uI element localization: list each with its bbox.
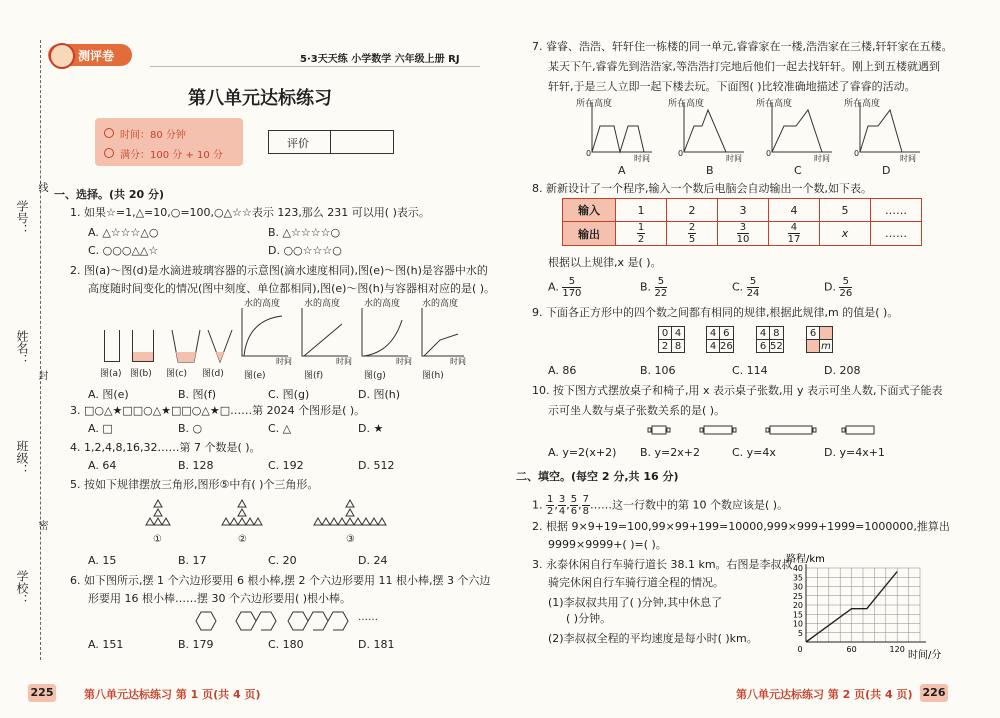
hexagon-ellipsis: …… <box>358 612 378 623</box>
triangle-patterns <box>130 496 410 538</box>
q8-option-c: C. $\frac{5}{24}$ <box>732 276 760 299</box>
q10-option-d: D. y=4x+1 <box>824 446 885 459</box>
q9-text: 9. 下面各正方形中的四个数之间都有相同的规律,根据此规律,m 的值是( )。 <box>532 306 899 319</box>
q5-option-a: A. 15 <box>88 554 117 567</box>
q10-option-a: A. y=2(x+2) <box>548 446 617 459</box>
class-label: 班级： <box>15 440 29 476</box>
q8-output-row <box>563 222 922 246</box>
q5-option-c: C. 20 <box>268 554 297 567</box>
chart-y-tick-labels <box>793 564 803 638</box>
q7-graph-c-xlabel: 时间 <box>814 154 830 163</box>
chart-y-tick-label: 20 <box>792 601 803 610</box>
graph-f-ylabel: 水的高度 <box>304 299 341 309</box>
q8-input-cell: 4 <box>769 199 820 222</box>
grid-cell: m <box>821 340 831 352</box>
q10-line2: 示可坐人数与桌子张数关系的是( )。 <box>548 404 726 417</box>
q7-label-b: B <box>706 164 714 177</box>
label-fig-b: 图(b) <box>130 369 152 379</box>
grid-cell <box>820 327 833 340</box>
graph-h-xlabel: 时间 <box>450 357 466 366</box>
q1-option-a: A. △☆☆☆△○ <box>88 226 159 239</box>
check-icon <box>104 148 114 158</box>
q7-graph-b-xlabel: 时间 <box>726 154 742 163</box>
chart-y-axis-label: 路程/km <box>786 554 825 565</box>
q8-input-row <box>563 199 922 222</box>
badge-label: 测评卷 <box>78 49 115 63</box>
q10-option-c: C. y=4x <box>732 446 776 459</box>
q5-text: 5. 按如下规律摆放三角形,图形⑤中有( )个三角形。 <box>70 478 319 491</box>
q3-option-c: C. △ <box>268 422 292 435</box>
q2-option-d: D. 图(h) <box>358 388 401 401</box>
chart-y-tick-label: 40 <box>792 564 803 573</box>
grid-cell: 6 <box>757 340 770 353</box>
q7-graph-c-ylabel: 所在高度 <box>756 99 793 109</box>
q8-input-cell: 3 <box>718 199 769 222</box>
cut-mark-feng: 封 <box>36 370 47 380</box>
label-fig-e: 图(e) <box>244 371 266 381</box>
q8-output-label: 输出 <box>563 222 616 246</box>
grid-cell: 6 <box>720 327 734 340</box>
q6-text-line1: 6. 如下图所示,摆 1 个六边形要用 6 根小棒,摆 2 个六边形要用 11 根小棒,摆 3 个六边 <box>70 574 491 587</box>
grid-cell: 52 <box>770 340 783 352</box>
q1-option-c: C. ○○○△△☆ <box>88 244 159 257</box>
clock-icon <box>104 128 114 138</box>
q7-label-a: A <box>618 164 626 177</box>
section-1-heading: 一、选择。(共 20 分) <box>54 188 165 201</box>
mascot-icon <box>49 43 75 69</box>
pattern-2-label: ② <box>238 534 247 545</box>
grid-cell: 4 <box>707 340 720 353</box>
left-footer: 第八单元达标练习 第 1 页(共 4 页) <box>84 688 261 701</box>
q4-option-c: C. 192 <box>268 459 304 472</box>
grid-cell: 2 <box>659 340 672 353</box>
grid-cell <box>807 340 820 353</box>
student-id-label: 学号： <box>15 200 29 236</box>
q8-input-cell: …… <box>871 199 922 222</box>
table-chair-figures <box>646 420 886 440</box>
q9-grid-3 <box>756 326 784 353</box>
q7-line1: 7. 睿睿、浩浩、轩轩住一栋楼的同一单元,睿睿家在一楼,浩浩家在三楼,轩轩家在五楼。 <box>532 40 953 53</box>
chart-x-tick-label: 120 <box>889 645 905 654</box>
q8-option-a: A. $\frac{5}{170}$ <box>548 276 582 299</box>
section-2-heading: 二、填空。(每空 2 分,共 16 分) <box>516 470 679 483</box>
cut-mark-mi: 密 <box>36 520 47 530</box>
q2-text-line1: 2. 图(a)～图(d)是水滴进玻璃容器的示意图(滴水速度相同),图(e)～图(h)是容器中水的 <box>70 264 488 277</box>
chart-x-tick-labels <box>797 645 904 654</box>
fill-q2-line2: 9999×9999+( )=( )。 <box>548 538 667 551</box>
q9-grid-1 <box>658 326 685 353</box>
q7-graph-a-origin: 0 <box>586 149 592 158</box>
grid-cell: 8 <box>770 327 784 340</box>
q1-option-b: B. △☆☆☆☆○ <box>268 226 341 239</box>
q6-option-b: B. 179 <box>178 638 214 651</box>
q5-option-d: D. 24 <box>358 554 388 567</box>
label-fig-h: 图(h) <box>422 371 444 381</box>
q10-line1: 10. 按下图方式摆放桌子和椅子,用 x 表示桌子张数,用 y 表示可坐人数,下面式子能表 <box>532 384 943 397</box>
q8-output-cell: $\frac{2}{5}$ <box>667 222 718 246</box>
distance-time-chart <box>770 552 950 664</box>
fill-q2-line1: 2. 根据 9×9+19=100,99×99+199=10000,999×999+1999=1000000,推算出 <box>532 520 950 533</box>
q2-option-b: B. 图(f) <box>178 388 216 401</box>
page-title: 第八单元达标练习 <box>188 88 332 109</box>
q8-text: 8. 新新设计了一个程序,输入一个数后电脑会自动输出一个数,如下表。 <box>532 182 872 195</box>
q7-graph-c-origin: 0 <box>766 149 772 158</box>
label-fig-d: 图(d) <box>202 369 224 379</box>
q8-output-cell: …… <box>871 222 922 246</box>
graph-e-xlabel: 时间 <box>276 357 292 366</box>
container-b-water <box>133 352 153 361</box>
q4-option-a: A. 64 <box>88 459 117 472</box>
header-rule <box>150 66 480 67</box>
grid-cell: 26 <box>720 340 733 352</box>
chart-x-axis-label: 时间/分 <box>908 650 942 661</box>
q8-output-cell: $\frac{1}{2}$ <box>616 222 667 246</box>
q9-grid-4 <box>806 326 833 353</box>
q5-option-b: B. 17 <box>178 554 207 567</box>
q8-rule: 根据以上规律,x 是( )。 <box>548 256 662 269</box>
chart-y-tick-label: 15 <box>792 610 803 620</box>
q7-label-d: D <box>882 164 891 177</box>
q6-option-a: A. 151 <box>88 638 124 651</box>
label-fig-c: 图(c) <box>166 369 187 379</box>
pattern-3-label: ③ <box>346 534 355 545</box>
q10-option-b: B. y=2x+2 <box>640 446 700 459</box>
q7-graph-d-ylabel: 所在高度 <box>844 99 881 109</box>
label-fig-a: 图(a) <box>100 369 122 379</box>
q9-option-a: A. 86 <box>548 364 577 377</box>
q8-option-d: D. $\frac{5}{26}$ <box>824 276 853 299</box>
q9-grid-2 <box>706 326 734 353</box>
q7-graph-a-xlabel: 时间 <box>634 154 650 163</box>
chart-x-tick-label: 0 <box>797 645 803 654</box>
right-page-number: 226 <box>920 684 948 702</box>
fill-q3-sub2: (2)李叔叔全程的平均速度是每小时( )km。 <box>548 632 758 645</box>
fill-q3-line1: 3. 永泰休闲自行车骑行道长 38.1 km。右图是李叔叔 <box>532 558 793 571</box>
containers-cd <box>168 326 238 366</box>
q7-line3: 轩轩,于是三人立即一起下楼去玩。下面图( )比较准确地描述了睿睿的活动。 <box>548 80 916 93</box>
chart-y-tick-label: 35 <box>792 573 803 583</box>
pattern-1-label: ① <box>153 534 162 545</box>
name-label: 姓名： <box>15 330 29 366</box>
q8-table <box>562 198 922 246</box>
chart-y-tick-label: 10 <box>792 619 803 629</box>
binding-line <box>40 40 41 660</box>
q3-option-a: A. □ <box>88 422 113 435</box>
chart-x-tick-label: 60 <box>846 645 857 654</box>
cut-mark-xian: 线 <box>36 182 47 192</box>
grid-cell: 4 <box>672 327 685 340</box>
grid-cell: 8 <box>672 340 685 353</box>
q8-output-cell: $\frac{4}{17}$ <box>769 222 820 246</box>
q7-line2: 某天下午,睿睿先到浩浩家,等浩浩打完地后他们一起去找轩轩。刚上到五楼就遇到 <box>548 60 940 73</box>
q8-input-label: 输入 <box>563 199 616 222</box>
q8-input-cell: 5 <box>820 199 871 222</box>
q6-text-line2: 形要用 16 根小棒……摆 30 个六边形要用( )根小棒。 <box>88 592 352 605</box>
graph-f-xlabel: 时间 <box>336 357 352 366</box>
q2-option-a: A. 图(e) <box>88 388 129 401</box>
q3-option-d: D. ★ <box>358 422 384 435</box>
q9-option-c: C. 114 <box>732 364 768 377</box>
chart-y-tick-label: 5 <box>797 628 803 638</box>
fill-q3-sub1: (1)李叔叔共用了( )分钟,其中休息了 <box>548 596 723 609</box>
q7-graph-b-ylabel: 所在高度 <box>668 99 705 109</box>
graph-g-xlabel: 时间 <box>396 357 412 366</box>
q8-output-cell: $\frac{3}{10}$ <box>718 222 769 246</box>
q2-text-line2: 高度随时间变化的情况(图中刻度、单位都相同),图(e)～图(h)与容器相对应的是( )。 <box>88 282 496 295</box>
q9-option-b: B. 106 <box>640 364 676 377</box>
graph-g-ylabel: 水的高度 <box>364 299 401 309</box>
evaluation-divider <box>330 130 331 154</box>
q3-option-b: B. ○ <box>178 422 203 435</box>
fill-q3-sub1b: ( )分钟。 <box>566 612 612 625</box>
left-page-number: 225 <box>28 684 56 702</box>
chart-y-tick-label: 25 <box>792 591 803 601</box>
q8-output-cell: x <box>820 222 871 246</box>
q6-option-c: C. 180 <box>268 638 304 651</box>
q4-text: 4. 1,2,4,8,16,32……第 7 个数是( )。 <box>70 441 261 454</box>
q3-text: 3. □○△★□□○△★□□○△★□……第 2024 个图形是( )。 <box>70 404 366 417</box>
fill-q1: 1. $\frac{1}{2}$ , $\frac{3}{4}$ , $\frac{5}{6}$ , $\frac{7}{8}$ ……这一行数中的第 10 个数应该是( )。 <box>532 494 789 517</box>
graph-e-ylabel: 水的高度 <box>244 299 281 309</box>
container-a <box>104 330 120 362</box>
right-footer: 第八单元达标练习 第 2 页(共 4 页) <box>736 688 913 701</box>
label-fig-g: 图(g) <box>364 371 386 381</box>
q7-graph-a-ylabel: 所在高度 <box>576 99 613 109</box>
q9-option-d: D. 208 <box>824 364 861 377</box>
grid-cell: 0 <box>659 327 672 340</box>
chart-y-tick-label: 30 <box>792 582 803 592</box>
evaluation-label: 评价 <box>287 137 309 150</box>
q4-option-d: D. 512 <box>358 459 395 472</box>
fill-q3-line2: 骑完休闲自行车骑行道全程的情况。 <box>548 576 724 589</box>
q4-option-b: B. 128 <box>178 459 214 472</box>
q1-option-d: D. ○○☆☆☆○ <box>268 244 342 257</box>
series-header: 5·3天天练 小学数学 六年级上册 RJ <box>300 54 460 65</box>
q7-graph-d-xlabel: 时间 <box>900 154 916 163</box>
q8-option-b: B. $\frac{5}{22}$ <box>640 276 668 299</box>
q2-option-c: C. 图(g) <box>268 388 310 401</box>
q6-option-d: D. 181 <box>358 638 395 651</box>
label-fig-f: 图(f) <box>304 371 324 381</box>
q7-graph-d-origin: 0 <box>854 149 860 158</box>
school-label: 学校： <box>15 570 29 606</box>
score-info: 满分：100 分 + 10 分 <box>120 150 223 161</box>
chart-grid <box>806 568 920 642</box>
grid-cell: 4 <box>757 327 770 340</box>
q7-label-c: C <box>794 164 802 177</box>
q8-input-cell: 2 <box>667 199 718 222</box>
graph-h-ylabel: 水的高度 <box>422 299 459 309</box>
time-info: 时间：80 分钟 <box>120 130 186 141</box>
grid-cell: 6 <box>807 327 820 340</box>
q1-text: 1. 如果☆=1,△=10,○=100,○△☆☆表示 123,那么 231 可以用( )表示。 <box>70 206 430 219</box>
q8-input-cell: 1 <box>616 199 667 222</box>
grid-cell: 4 <box>707 327 720 340</box>
q7-graph-b-origin: 0 <box>678 149 684 158</box>
